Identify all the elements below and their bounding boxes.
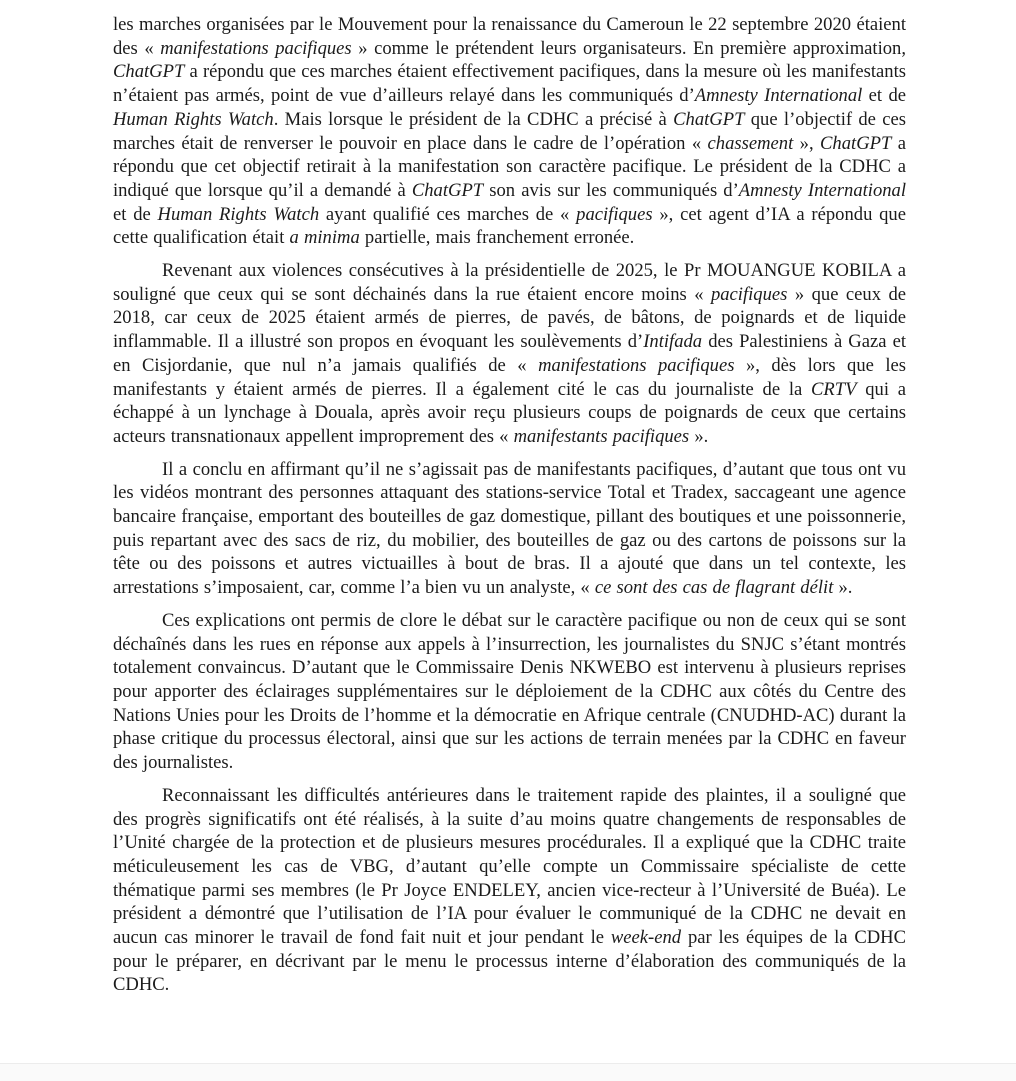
italic-text-run: CRTV: [811, 378, 857, 400]
italic-text-run: Amnesty International: [694, 85, 863, 107]
italic-text-run: manifestants pacifiques: [513, 425, 690, 447]
italic-text-run: pacifiques: [576, 203, 653, 225]
text-run: son avis sur les communiqués d’: [483, 179, 739, 201]
text-run: » que ceux de 2018, car ceux de 2025 étaient armés de pierres, de pavés, de bâtons, de poignards et de liquide inflammable. Il a illustré son propos en évoquant les soulèvements d’: [113, 283, 906, 353]
text-run: », dès lors que les manifestants y étaient armés de pierres. Il a également cité le cas du journaliste de la: [113, 354, 907, 400]
paragraph: [113, 458, 906, 600]
text-run: ».: [833, 577, 853, 599]
text-run: qui a échappé à un lynchage à Douala, après avoir reçu plusieurs coups de poignards de ceux que certains acteurs transnationaux appellent improprement des «: [113, 378, 906, 447]
text-run: et de: [862, 85, 907, 107]
text-run: »,: [793, 132, 821, 154]
italic-text-run: ChatGPT: [113, 61, 185, 83]
text-run: Ces explications ont permis de clore le débat sur le caractère pacifique ou non de ceux qui se sont déchaînés dans les rues en réponse aux appels à l’insurrection, les journalistes du SNJC s’étant montrés totalement convaincus. D’autant que le Commissaire Denis NKWEBO est intervenu à plusieurs reprises pour apporter des éclairages supplémentaires sur le déploiement de la CDHC aux côtés du Centre des Nations Unies pour les Droits de l’homme et la démocratie en Afrique centrale (CNUDHD-AC) durant la phase critique du processus électoral, ainsi que sur les actions de terrain menées par la CDHC en faveur des journalistes.: [113, 609, 906, 774]
paragraph: [113, 259, 906, 449]
text-run: a répondu que ces marches étaient effectivement pacifiques, dans la mesure où les manifestants n’étaient pas armés, point de vue d’ailleurs relayé dans les communiqués d’: [113, 61, 906, 107]
document-body: [113, 13, 906, 997]
italic-text-run: Intifada: [643, 331, 703, 353]
text-run: Reconnaissant les difficultés antérieures dans le traitement rapide des plaintes, il a souligné que des progrès significatifs ont été réalisés, à la suite d’au moins quatre changements de responsables de l’Unité chargée de la protection et de plusieurs mesures procédurales. Il a expliqué que la CDHC traite méticuleusement les cas de VBG, d’autant qu’elle compte un Commissaire spécialiste de cette thématique parmi ses membres (le Pr Joyce ENDELEY, ancien vice-recteur à l’Université de Buéa). Le président a démontré que l’utilisation de l’IA pour évaluer le communiqué de la CDHC ne devait en aucun cas minorer le travail de fond fait nuit et jour pendant le: [113, 784, 906, 949]
italic-text-run: ChatGPT: [673, 108, 745, 130]
text-run: » comme le prétendent leurs organisateurs. En première approximation,: [351, 37, 906, 59]
text-run: et de: [113, 203, 158, 225]
text-run: », cet agent d’IA a répondu que cette qualification était: [113, 203, 906, 249]
italic-text-run: week-end: [610, 927, 682, 949]
italic-text-run: Human Rights Watch: [157, 203, 320, 225]
italic-text-run: pacifiques: [710, 283, 788, 305]
text-run: a répondu que cet objectif retirait à la manifestation son caractère pacifique. Le président de la CDHC a indiqué que lorsque qu’il a demandé à: [113, 132, 906, 201]
paragraph: [113, 13, 906, 250]
text-run: . Mais lorsque le président de la CDHC a précisé à: [273, 108, 674, 130]
italic-text-run: ce sont des cas de flagrant délit: [594, 577, 834, 599]
text-run: les marches organisées par le Mouvement pour la renaissance du Cameroun le 22 septembre 2020 étaient des «: [113, 14, 906, 59]
text-run: Il a conclu en affirmant qu’il ne s’agissait pas de manifestants pacifiques, d’autant que tous ont vu les vidéos montrant des personnes attaquant des stations-service Total et Tradex, saccageant une agence bancaire française, emportant des bouteilles de gaz domestique, pillant des boutiques et une poissonnerie, puis repartant avec des sacs de riz, du mobilier, des bouteilles de gaz ou des cartons de poissons sur la tête ou des poissons et autres victuailles à bout de bras. Il a ajouté que dans un tel contexte, les arrestations s’imposaient, car, comme l’a bien vu un analyste, «: [113, 458, 906, 599]
italic-text-run: ChatGPT: [411, 179, 484, 201]
paragraph: [113, 784, 906, 997]
text-run: Revenant aux violences consécutives à la présidentielle de 2025, le Pr MOUANGUE KOBILA a souligné que ceux qui se sont déchainés dans la rue étaient encore moins «: [113, 260, 906, 305]
italic-text-run: a minima: [289, 227, 360, 249]
page-bottom-strip: [0, 1063, 1016, 1081]
text-run: partielle, mais franchement erronée.: [359, 227, 635, 249]
text-run: des Palestiniens à Gaza et en Cisjordanie, que nul n’a jamais qualifiés de «: [113, 331, 907, 376]
italic-text-run: chassement: [707, 132, 794, 154]
italic-text-run: manifestations pacifiques: [538, 354, 735, 376]
italic-text-run: Human Rights Watch: [113, 108, 274, 130]
paragraph: [113, 609, 906, 775]
italic-text-run: manifestations pacifiques: [160, 37, 352, 59]
text-run: ayant qualifié ces marches de «: [319, 203, 577, 225]
italic-text-run: Amnesty International: [738, 179, 907, 201]
text-run: ».: [689, 425, 709, 447]
text-run: que l’objectif de ces marches était de renverser le pouvoir en place dans le cadre de l’opération «: [113, 108, 906, 154]
italic-text-run: ChatGPT: [820, 132, 892, 154]
text-run: par les équipes de la CDHC pour le préparer, en décrivant par le menu le processus interne d’élaboration des communiqués de la CDHC.: [113, 927, 906, 996]
